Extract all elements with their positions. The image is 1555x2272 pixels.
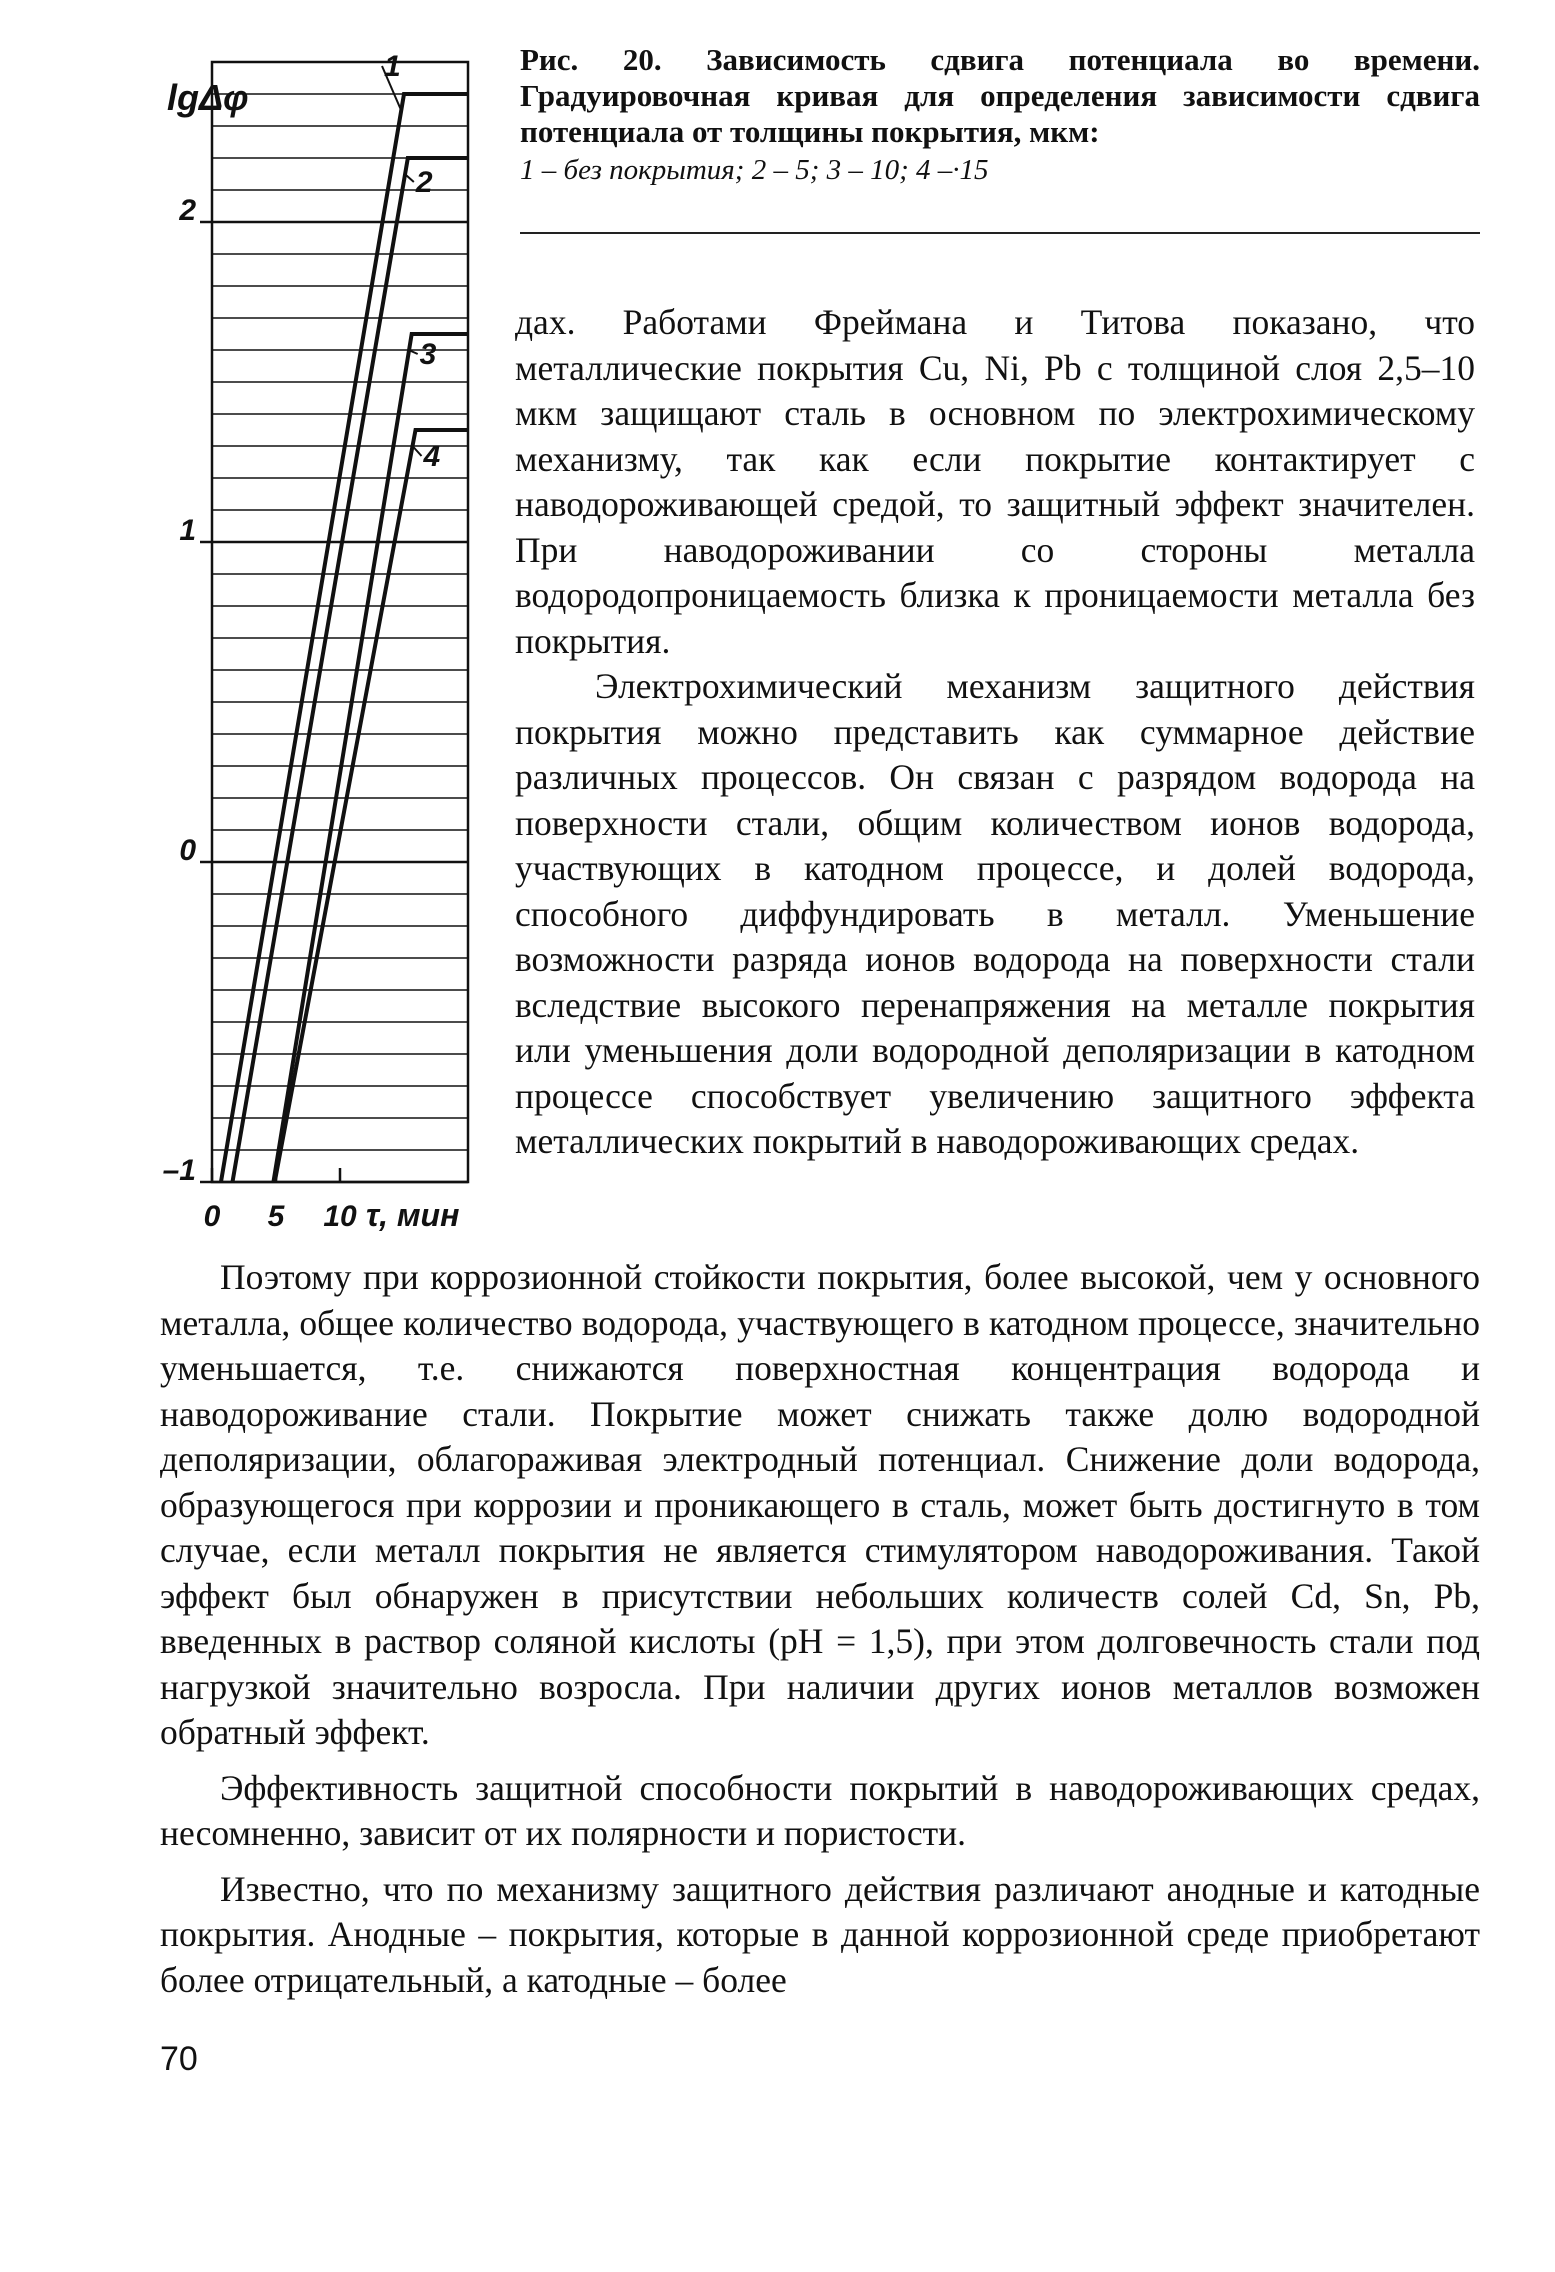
y-axis-label: lgΔφ (167, 77, 249, 118)
series-label: 2 (415, 166, 433, 199)
column-text (515, 300, 1475, 1165)
series-label-leader (413, 446, 422, 456)
caption-divider (520, 232, 1480, 234)
y-tick-label: 2 (179, 194, 196, 227)
x-tick-label: 10 (323, 1200, 357, 1233)
x-tick-label: 5 (267, 1200, 285, 1233)
figure (160, 40, 500, 1270)
legend-item: 4 –·15 (916, 154, 989, 186)
paragraph: дах. Работами Фреймана и Титова показано, что металлические покрытия Cu, Ni, Pb с толщиной слоя 2,5–10 мкм защищают сталь в основном по электрохимическому механизму, так как если покрытие контактирует с наводороживающей средой, то защитный эффект значителен. При наводороживании со стороны металла водородопроницаемость близка к проницаемости металла без покрытия. (515, 302, 1475, 661)
series-label: 1 (384, 50, 401, 83)
figure-caption (520, 42, 1480, 188)
x-tick-label: 0 (203, 1200, 221, 1233)
series-label: 3 (419, 338, 437, 371)
legend-item: 3 – 10; (826, 154, 909, 186)
paragraph: Поэтому при коррозионной стойкости покрытия, более высокой, чем у основного металла, общее количество водорода, участвующего в катодном процессе, значительно уменьшается, т.е. снижаются поверхностная концентрация водорода и наводороживание стали. Покрытие может снижать также долю водородной деполяризации, облагораживая электродный потенциал. Снижение доли водорода, образующегося при коррозии и проникающего в сталь, может быть достигнуто в том случае, если металл покрытия не является стимулятором наводороживания. Такой эффект был обнаружен в присутствии небольших количеств солей Cd, Sn, Pb, введенных в раствор соляной кислоты (pH = 1,5), при этом долговечность стали под нагрузкой значительно возросла. При наличии других ионов металлов возможен обратный эффект. (160, 1257, 1480, 1752)
y-tick-label: 1 (179, 514, 196, 547)
legend-item: 1 – без покрытия; (520, 154, 745, 186)
chart (160, 40, 500, 1270)
paragraph: Известно, что по механизму защитного действия различают анодные и катодные покрытия. Анодные – покрытия, которые в данной коррозионной среде приобретают более отрицательный, а катодные – более (160, 1868, 1480, 2000)
paragraph: Эффективность защитной способности покрытий в наводороживающих средах, несомненно, зависит от их полярности и пористости. (160, 1767, 1480, 1853)
series-label: 4 (423, 440, 441, 473)
x-axis-label: τ, мин (366, 1197, 460, 1233)
caption-title: Рис. 20. Зависимость сдвига потенциала во времени. Градуировочная кривая для определения зависимости сдвига потенциала от толщины покрытия, мкм: (520, 42, 1480, 149)
legend-item: 2 – 5; (751, 154, 820, 186)
y-tick-label: 0 (179, 834, 196, 867)
paragraph: Электрохимический механизм защитного действия покрытия можно представить как суммарное действие различных процессов. Он связан с разрядом водорода на поверхности стали, общим количеством ионов водорода, участвующих в катодном процессе, и долей водорода, способного диффундировать в металл. Уменьшение возможности разряда ионов водорода на поверхности стали вследствие высокого перенапряжения на металле покрытия или уменьшения доли водородной деполяризации в катодном процессе способствует увеличению защитного эффекта металлических покрытий в наводороживающих средах. (515, 666, 1475, 1161)
y-tick-label: –1 (162, 1154, 196, 1187)
caption-legend (520, 152, 1480, 188)
page-number: 70 (160, 2040, 198, 2078)
full-width-text (160, 1255, 1480, 2003)
